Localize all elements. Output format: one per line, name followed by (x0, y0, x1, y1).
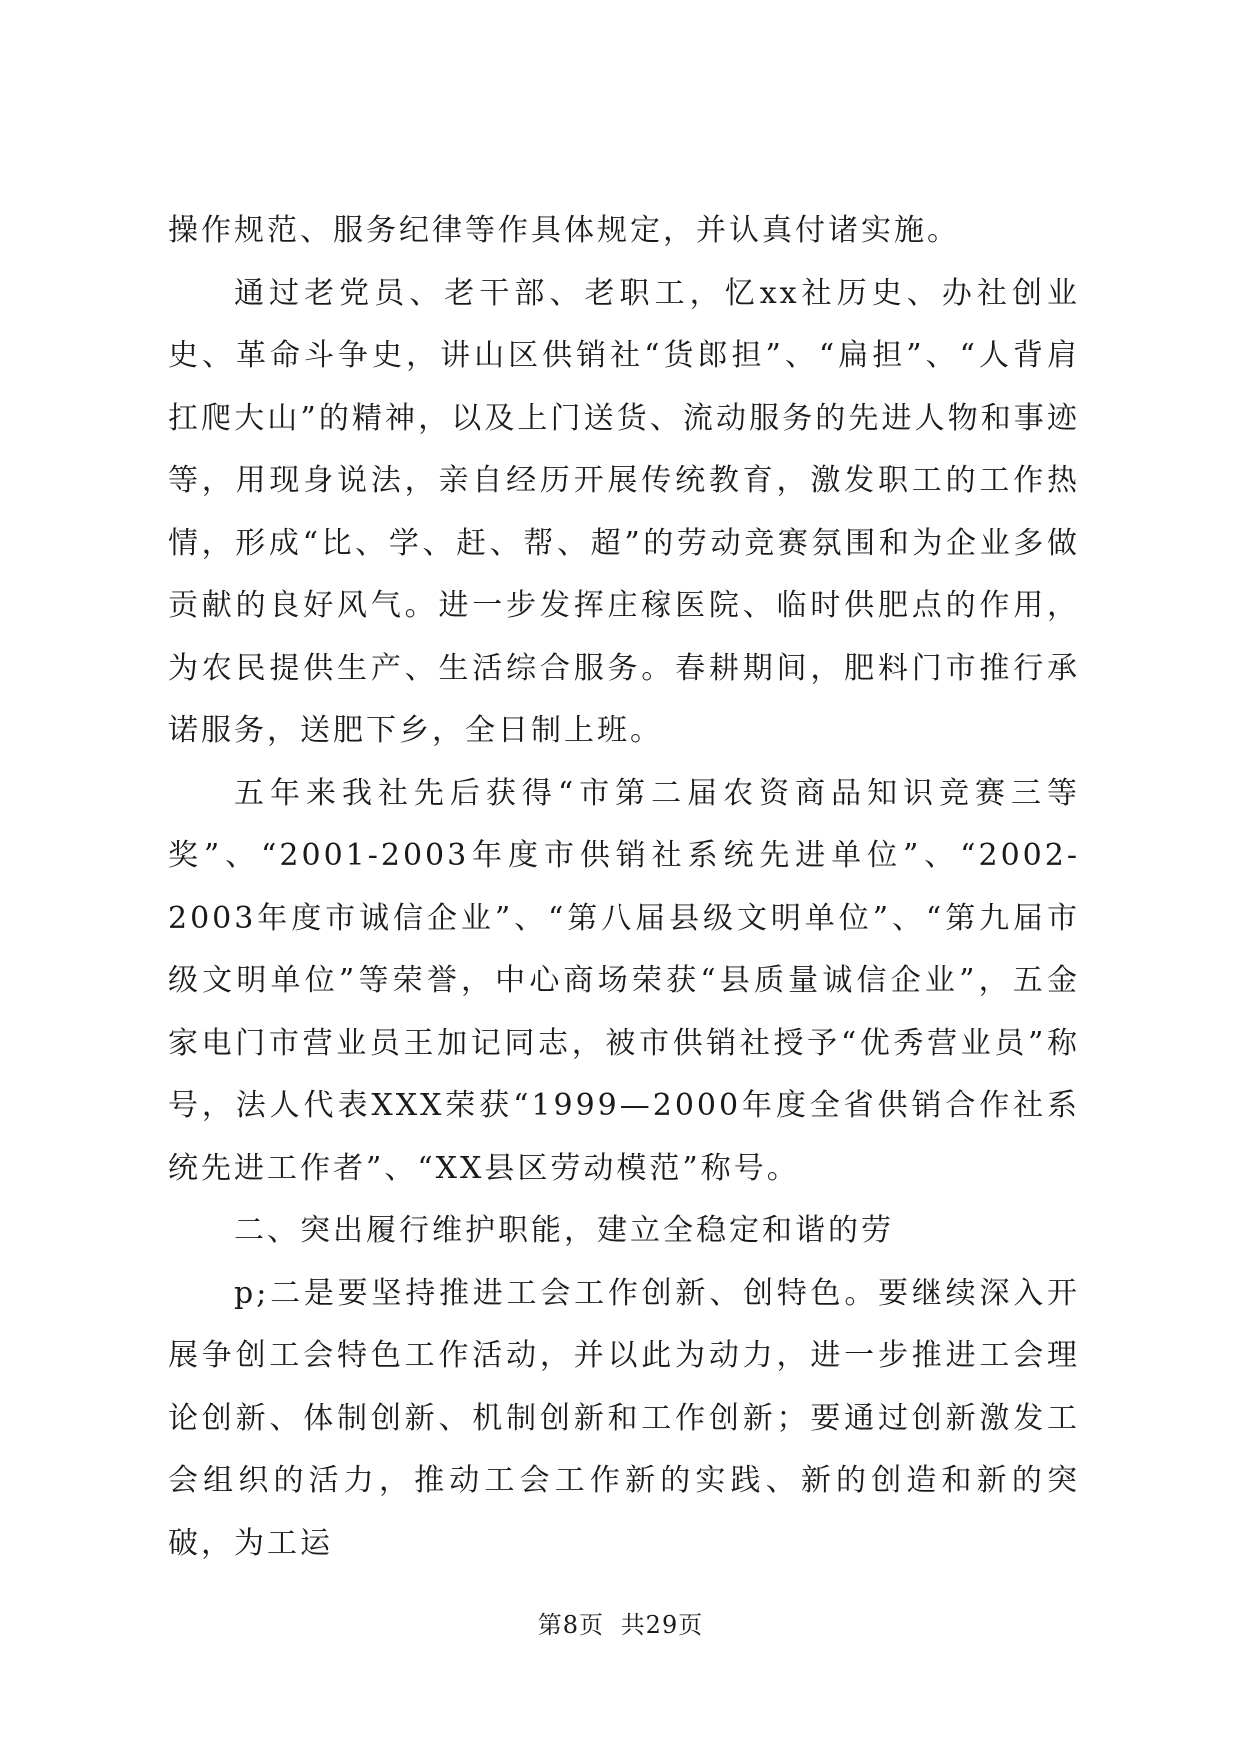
page-total: 共29页 (620, 1611, 704, 1639)
paragraph-2: 通过老党员、老干部、老职工，忆xx社历史、办社创业史、革命斗争史，讲山区供销社“货郎担”、“扁担”、“人背肩扛爬大山”的精神，以及上门送货、流动服务的先进人物和事迹等，用现身说法，亲自经历开展传统教育，激发职工的工作热情，形成“比、学、赶、帮、超”的劳动竞赛氛围和为企业多做贡献的良好风气。进一步发挥庄稼医院、临时供肥点的作用，为农民提供生产、生活综合服务。春耕期间，肥料门市推行承诺服务，送肥下乡，全日制上班。 (168, 275, 1080, 748)
paragraph-1: 操作规范、服务纪律等作具体规定，并认真付诸实施。 (168, 213, 960, 248)
paragraph-3: 五年来我社先后获得“市第二届农资商品知识竞赛三等奖”、“2001-2003年度市供销社系统先进单位”、“2002-2003年度市诚信企业”、“第八届县级文明单位”、“第九届市级文明单位”等荣誉，中心商场荣获“县质量诚信企业”，五金家电门市营业员王加记同志，被市供销社授予“优秀营业员”称号，法人代表XXX荣获“1999—2000年度全省供销合作社系统先进工作者”、“XX县区劳动模范”称号。 (168, 775, 1080, 1186)
page-number: 第8页 (537, 1611, 605, 1639)
paragraph-5: p;二是要坚持推进工会工作创新、创特色。要继续深入开展争创工会特色工作活动，并以此为动力，进一步推进工会理论创新、体制创新、机制创新和工作创新；要通过创新激发工会组织的活力，推动工会工作新的实践、新的创造和新的突破，为工运 (168, 1275, 1080, 1561)
paragraph-4: 二、突出履行维护职能，建立全稳定和谐的劳 (234, 1213, 894, 1248)
page-footer (0, 1605, 1241, 1640)
document-body (168, 200, 1080, 1575)
